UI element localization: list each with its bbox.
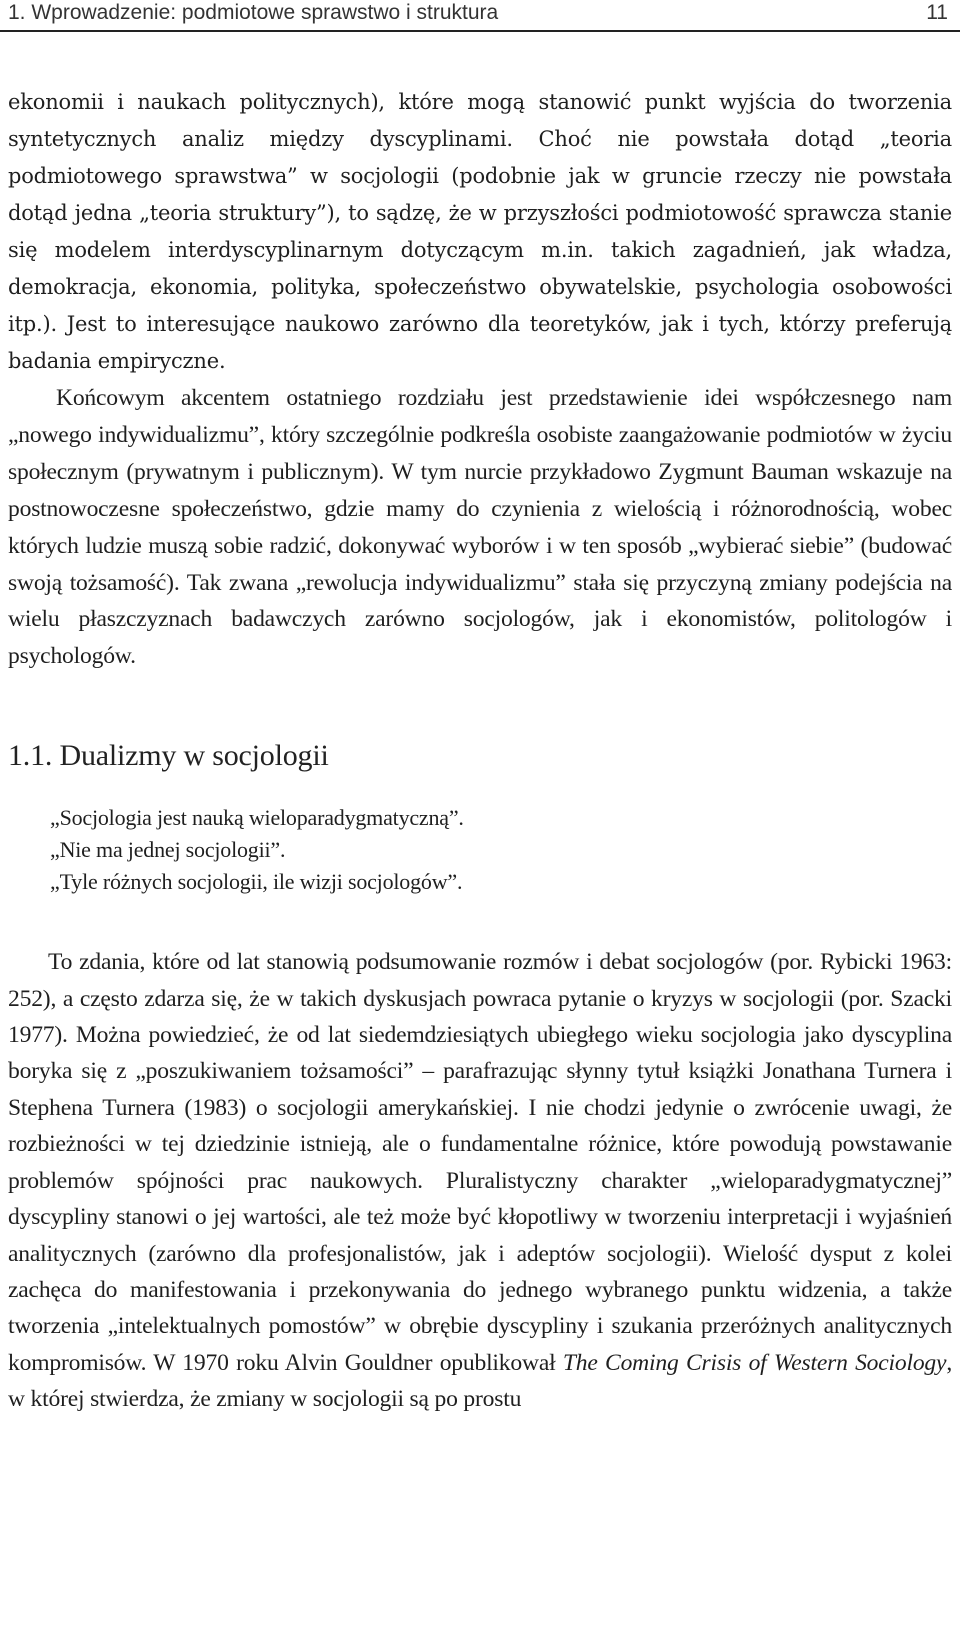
paragraph-dualisms — [8, 944, 952, 1417]
motto-line: „Tyle różnych socjologii, ile wizji socjologów”. — [50, 869, 463, 895]
motto-line: „Socjologia jest nauką wieloparadygmatyczną”. — [50, 805, 464, 831]
section-heading: 1.1. Dualizmy w socjologii — [8, 739, 329, 773]
running-head — [0, 0, 960, 32]
motto-quotes — [50, 802, 952, 898]
paragraph-text: To zdania, które od lat stanowią podsumowanie rozmów i debat socjologów (por. Rybicki 1963: 252), a często zdarza się, że w takich dyskusjach powraca pytanie o kryzys w socjologii (por. Szacki 1977). Można powiedzieć, że od lat siedemdziesiątych ubiegłego wieku socjologia jako dyscyplina boryka się z „poszukiwaniem tożsamości” – parafrazując słynny tytuł książki Jonathana Turnera i Stephena Turnera (1983) o socjologii amerykańskiej. I nie chodzi jedynie o zwrócenie uwagi, że rozbieżności w tej dziedzinie istnieją, ale o fundamentalne różnice, które powodują powstawanie problemów spójności prac naukowych. Pluralistyczny charakter „wieloparadygmatycznej” dyscypliny stanowi o jej wartości, ale też może być kłopotliwy w tworzeniu interpretacji i wyjaśnień analitycznych (zarówno dla profesjonalistów, jak i adeptów socjologii). Wielość dysput z kolei zachęca do manifestowania i przekonywania do jednego wybranego punktu widzenia, a także tworzenia „intelektualnych pomostów” w obrębie dyscypliny i szukania przeróżnych analitycznych kompromisów. W 1970 roku Alvin Gouldner opublikował — [8, 949, 952, 1376]
paragraph-text: , w której stwierdza, że zmiany w socjologii są po prostu — [8, 1349, 953, 1413]
motto-line: „Nie ma jednej socjologii”. — [50, 837, 286, 863]
book-title: The Coming Crisis of Western Sociology — [562, 1349, 947, 1376]
page-number: 11 — [926, 1, 948, 24]
page-body — [8, 84, 952, 1418]
running-head-title: 1. Wprowadzenie: podmiotowe sprawstwo i struktura — [8, 1, 499, 24]
paragraph-intro-continuation: ekonomii i naukach politycznych), które mogą stanowić punkt wyjścia do tworzenia syntetycznych analiz między dyscyplinami. Choć nie powstała dotąd „teoria podmiotowego sprawstwa” w socjologii (podobnie jak w gruncie rzeczy nie powstała dotąd jedna „teoria struktury”), to sądzę, że w przyszłości podmiotowość sprawcza stanie się modelem interdyscyplinarnym dotyczącym m.in. takich zagadnień, jak władza, demokracja, ekonomia, polityka, społeczeństwo obywatelskie, psychologia osobowości itp.). Jest to interesujące naukowo zarówno dla teoretyków, jak i tych, którzy preferują badania empiryczne. — [8, 90, 952, 373]
paragraph-new-individualism: Końcowym akcentem ostatniego rozdziału jest przedstawienie idei współczesnego nam „nowego indywidualizmu”, który szczególnie podkreśla osobiste zaangażowanie podmiotów w życiu społecznym (prywatnym i publicznym). W tym nurcie przykładowo Zygmunt Bauman wskazuje na postnowoczesne społeczeństwo, gdzie mamy do czynienia z wielością i różnorodnością, wobec których ludzie muszą sobie radzić, dokonywać wyborów i w ten sposób „wybierać siebie” (budować swoją tożsamość). Tak zwana „rewolucja indywidualizmu” stała się przyczyną zmiany podejścia na wielu płaszczyznach badawczych zarówno socjologów, jak i ekonomistów, politologów i psychologów. — [8, 385, 952, 670]
